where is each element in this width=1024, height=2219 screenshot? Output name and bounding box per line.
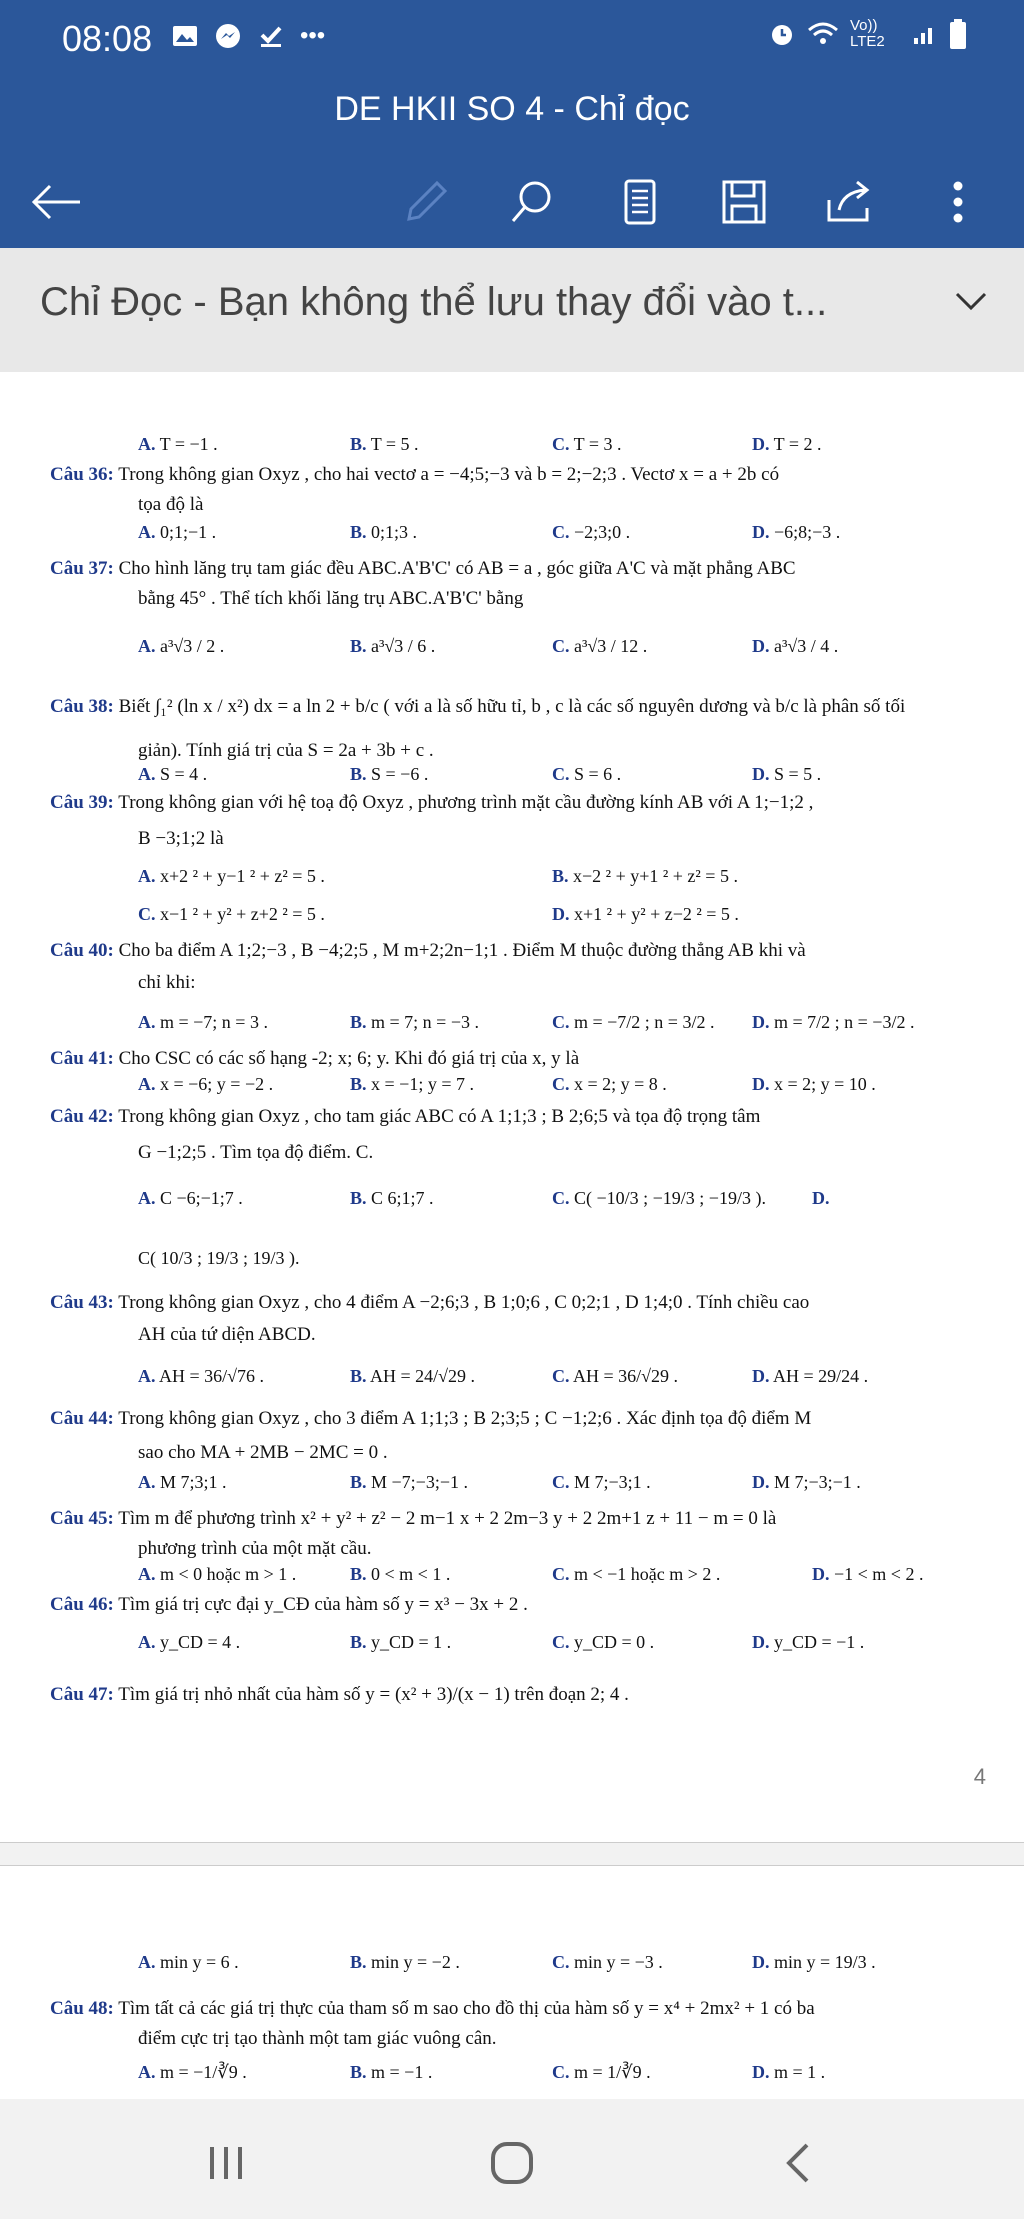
question-47 bbox=[50, 1684, 629, 1706]
question-label: Câu 46: bbox=[50, 1594, 114, 1615]
option-a: A. M 7;3;1 . bbox=[138, 1472, 227, 1492]
question-37 bbox=[50, 558, 796, 580]
question-45 bbox=[50, 1508, 776, 1530]
question-label: Câu 40: bbox=[50, 940, 114, 961]
option-c: C. −2;3;0 . bbox=[552, 522, 631, 542]
question-label: Câu 45: bbox=[50, 1508, 114, 1529]
document-title: DE HKII SO 4 - Chỉ đọc bbox=[334, 90, 690, 128]
edit-button[interactable] bbox=[396, 172, 456, 232]
question-text: Trong không gian Oxyz , cho 3 điểm A 1;1;3 ; B 2;3;5 ; C −1;2;6 . Xác định tọa độ điểm M bbox=[118, 1408, 812, 1429]
option-d: D. y_CD = −1 . bbox=[752, 1632, 865, 1652]
option-a: A. y_CD = 4 . bbox=[138, 1632, 241, 1652]
question-text-cont: giản). Tính giá trị của S = 2a + 3b + c . bbox=[138, 740, 434, 761]
option-d: D. m = 7/2 ; n = −3/2 . bbox=[752, 1012, 915, 1032]
question-text: Biết ∫₁² (ln x / x²) dx = a ln 2 + b/c ( với a là số hữu tỉ, b , c là các số nguyên dương và b/c là phân số tối bbox=[118, 696, 906, 717]
option-b: B. S = −6 . bbox=[350, 764, 429, 784]
question-text-cont: sao cho MA + 2MB − 2MC = 0 . bbox=[138, 1442, 388, 1463]
option-d: D. M 7;−3;−1 . bbox=[752, 1472, 861, 1492]
question-41 bbox=[50, 1048, 579, 1070]
option-a: A. C −6;−1;7 . bbox=[138, 1188, 243, 1208]
option-c: C. C( −10/3 ; −19/3 ; −19/3 ). bbox=[552, 1188, 766, 1208]
option-c: C. M 7;−3;1 . bbox=[552, 1472, 651, 1492]
volte-label: Vo)) LTE2 bbox=[850, 17, 885, 50]
option-d: D. x+1 ² + y² + z−2 ² = 5 . bbox=[552, 904, 739, 924]
page-break bbox=[0, 1842, 1024, 1866]
question-38 bbox=[50, 696, 905, 718]
question-40 bbox=[50, 940, 806, 962]
option-d-value: C( 10/3 ; 19/3 ; 19/3 ). bbox=[138, 1248, 300, 1268]
option-b: B. x−2 ² + y+1 ² + z² = 5 . bbox=[552, 866, 738, 886]
question-42 bbox=[50, 1106, 760, 1128]
option-c: C. m = 1/∛9 . bbox=[552, 2062, 651, 2082]
option-a: A. m = −7; n = 3 . bbox=[138, 1012, 268, 1032]
question-text: Trong không gian Oxyz , cho tam giác ABC có A 1;1;3 ; B 2;6;5 và tọa độ trọng tâm bbox=[118, 1106, 761, 1127]
option-c: C. m = −7/2 ; n = 3/2 . bbox=[552, 1012, 715, 1032]
clock: 08:08 bbox=[62, 18, 153, 59]
more-vert-icon bbox=[950, 178, 966, 226]
question-text-cont: B −3;1;2 là bbox=[138, 828, 224, 849]
more-notifications: ••• bbox=[300, 22, 326, 49]
save-icon bbox=[720, 178, 768, 226]
more-options-button[interactable] bbox=[928, 172, 988, 232]
question-text: Tìm m để phương trình x² + y² + z² − 2 m−1 x + 2 2m−3 y + 2 2m+1 z + 11 − m = 0 là bbox=[118, 1508, 777, 1529]
question-label: Câu 36: bbox=[50, 464, 114, 485]
option-b: B. C 6;1;7 . bbox=[350, 1188, 434, 1208]
reading-view-icon bbox=[620, 177, 660, 227]
toolbar bbox=[0, 164, 1024, 240]
option-d: D. −1 < m < 2 . bbox=[812, 1564, 924, 1584]
home-button[interactable] bbox=[482, 2133, 542, 2193]
page-number: 4 bbox=[973, 1764, 986, 1789]
option-d: D. m = 1 . bbox=[752, 2062, 826, 2082]
question-43 bbox=[50, 1292, 809, 1314]
back-chevron-icon bbox=[783, 2141, 813, 2185]
question-label: Câu 48: bbox=[50, 1998, 114, 2019]
question-text-cont: G −1;2;5 . Tìm tọa độ điểm. C. bbox=[138, 1142, 374, 1163]
wifi-icon bbox=[806, 20, 840, 48]
question-text-cont: AH của tứ diện ABCD. bbox=[138, 1324, 316, 1345]
option-a: A. T = −1 . bbox=[138, 434, 218, 454]
search-icon bbox=[507, 177, 557, 227]
question-text: Cho hình lăng trụ tam giác đều ABC.A'B'C' có AB = a , góc giữa A'C và mặt phẳng ABC bbox=[118, 558, 796, 579]
option-d: D. T = 2 . bbox=[752, 434, 822, 454]
option-b: B. T = 5 . bbox=[350, 434, 419, 454]
status-bar bbox=[0, 0, 1024, 84]
share-button[interactable] bbox=[820, 172, 880, 232]
option-d: D. min y = 19/3 . bbox=[752, 1952, 876, 1972]
messenger-icon bbox=[214, 22, 242, 50]
option-a: A. m = −1/∛9 . bbox=[138, 2062, 247, 2082]
option-a: A. AH = 36/√76 . bbox=[138, 1366, 265, 1386]
question-text: Cho ba điểm A 1;2;−3 , B −4;2;5 , M m+2;2n−1;1 . Điểm M thuộc đường thẳng AB khi và bbox=[118, 940, 806, 961]
option-b: B. x = −1; y = 7 . bbox=[350, 1074, 474, 1094]
question-text: Cho CSC có các số hạng -2; x; 6; y. Khi đó giá trị của x, y là bbox=[118, 1048, 580, 1069]
back-button[interactable] bbox=[26, 172, 86, 232]
question-48 bbox=[50, 1998, 815, 2020]
question-text: Trong không gian Oxyz , cho hai vectơ a = −4;5;−3 và b = 2;−2;3 . Vectơ x = a + 2b có bbox=[118, 464, 780, 485]
pencil-icon bbox=[401, 177, 451, 227]
option-b: B. 0;1;3 . bbox=[350, 522, 418, 542]
question-text: Trong không gian Oxyz , cho 4 điểm A −2;6;3 , B 1;0;6 , C 0;2;1 , D 1;4;0 . Tính chiều cao bbox=[118, 1292, 810, 1313]
chevron-down-icon[interactable] bbox=[954, 290, 988, 312]
question-label: Câu 37: bbox=[50, 558, 114, 579]
question-label: Câu 42: bbox=[50, 1106, 114, 1127]
question-text: Tìm giá trị nhỏ nhất của hàm số y = (x² + 3)/(x − 1) trên đoạn 2; 4 . bbox=[118, 1684, 629, 1705]
option-b: B. m = −1 . bbox=[350, 2062, 433, 2082]
option-c: C. x = 2; y = 8 . bbox=[552, 1074, 667, 1094]
alarm-icon bbox=[768, 20, 796, 48]
option-d: D. bbox=[812, 1188, 830, 1208]
question-label: Câu 38: bbox=[50, 696, 114, 717]
option-c: C. x−1 ² + y² + z+2 ² = 5 . bbox=[138, 904, 325, 924]
question-44 bbox=[50, 1408, 811, 1430]
question-text-cont: điểm cực trị tạo thành một tam giác vuông cân. bbox=[138, 2028, 497, 2049]
option-c: C. m < −1 hoặc m > 2 . bbox=[552, 1564, 721, 1584]
option-a: A. m < 0 hoặc m > 1 . bbox=[138, 1564, 297, 1584]
option-a: A. x+2 ² + y−1 ² + z² = 5 . bbox=[138, 866, 325, 886]
question-label: Câu 39: bbox=[50, 792, 114, 813]
option-b: B. a³√3 / 6 . bbox=[350, 636, 436, 656]
option-c: C. a³√3 / 12 . bbox=[552, 636, 648, 656]
question-39 bbox=[50, 792, 813, 814]
option-a: A. 0;1;−1 . bbox=[138, 522, 217, 542]
option-c: C. T = 3 . bbox=[552, 434, 622, 454]
save-button[interactable] bbox=[714, 172, 774, 232]
search-button[interactable] bbox=[502, 172, 562, 232]
read-only-message: Chỉ Đọc - Bạn không thể lưu thay đổi vào t... bbox=[40, 280, 828, 324]
option-b: B. y_CD = 1 . bbox=[350, 1632, 452, 1652]
option-a: A. S = 4 . bbox=[138, 764, 208, 784]
question-label: Câu 44: bbox=[50, 1408, 114, 1429]
option-d: D. a³√3 / 4 . bbox=[752, 636, 839, 656]
read-only-banner[interactable] bbox=[0, 248, 1024, 372]
option-b: B. AH = 24/√29 . bbox=[350, 1366, 476, 1386]
question-text-cont: tọa độ là bbox=[138, 494, 204, 515]
question-label: Câu 41: bbox=[50, 1048, 114, 1069]
option-d: D. S = 5 . bbox=[752, 764, 822, 784]
option-a: A. x = −6; y = −2 . bbox=[138, 1074, 274, 1094]
option-c: C. S = 6 . bbox=[552, 764, 622, 784]
question-text-cont: phương trình của một mặt cầu. bbox=[138, 1538, 372, 1559]
question-label: Câu 43: bbox=[50, 1292, 114, 1313]
question-46 bbox=[50, 1594, 528, 1616]
option-d: D. x = 2; y = 10 . bbox=[752, 1074, 876, 1094]
option-c: C. y_CD = 0 . bbox=[552, 1632, 655, 1652]
option-a: A. min y = 6 . bbox=[138, 1952, 239, 1972]
system-nav-bar bbox=[0, 2099, 1024, 2219]
back-nav-button[interactable] bbox=[768, 2133, 828, 2193]
option-c: C. AH = 36/√29 . bbox=[552, 1366, 679, 1386]
recents-button[interactable] bbox=[196, 2133, 256, 2193]
battery-icon bbox=[948, 18, 968, 50]
question-text-cont: chỉ khi: bbox=[138, 972, 196, 993]
question-36 bbox=[50, 464, 779, 486]
option-b: B. M −7;−3;−1 . bbox=[350, 1472, 468, 1492]
option-b: B. min y = −2 . bbox=[350, 1952, 460, 1972]
option-a: A. a³√3 / 2 . bbox=[138, 636, 225, 656]
signal-icon bbox=[912, 22, 938, 46]
home-icon bbox=[489, 2140, 535, 2186]
question-text: Trong không gian với hệ toạ độ Oxyz , phương trình mặt cầu đường kính AB với A 1;−1;2 , bbox=[118, 792, 814, 813]
option-b: B. 0 < m < 1 . bbox=[350, 1564, 451, 1584]
question-text: Tìm giá trị cực đại y_CĐ của hàm số y = x³ − 3x + 2 . bbox=[118, 1594, 528, 1615]
recents-icon bbox=[206, 2143, 246, 2183]
back-arrow-icon bbox=[30, 182, 82, 222]
download-done-icon bbox=[258, 23, 284, 49]
option-b: B. m = 7; n = −3 . bbox=[350, 1012, 479, 1032]
share-icon bbox=[825, 178, 875, 226]
option-d: D. −6;8;−3 . bbox=[752, 522, 841, 542]
option-c: C. min y = −3 . bbox=[552, 1952, 663, 1972]
option-d: D. AH = 29/24 . bbox=[752, 1366, 869, 1386]
app-header bbox=[0, 84, 1024, 248]
document-content[interactable] bbox=[0, 372, 1024, 2099]
reading-view-button[interactable] bbox=[610, 172, 670, 232]
question-label: Câu 47: bbox=[50, 1684, 114, 1705]
question-text: Tìm tất cả các giá trị thực của tham số m sao cho đồ thị của hàm số y = x⁴ + 2mx² + 1 có ba bbox=[118, 1998, 815, 2019]
gallery-icon bbox=[172, 24, 198, 48]
question-text-cont: bằng 45° . Thể tích khối lăng trụ ABC.A'B'C' bằng bbox=[138, 588, 524, 609]
